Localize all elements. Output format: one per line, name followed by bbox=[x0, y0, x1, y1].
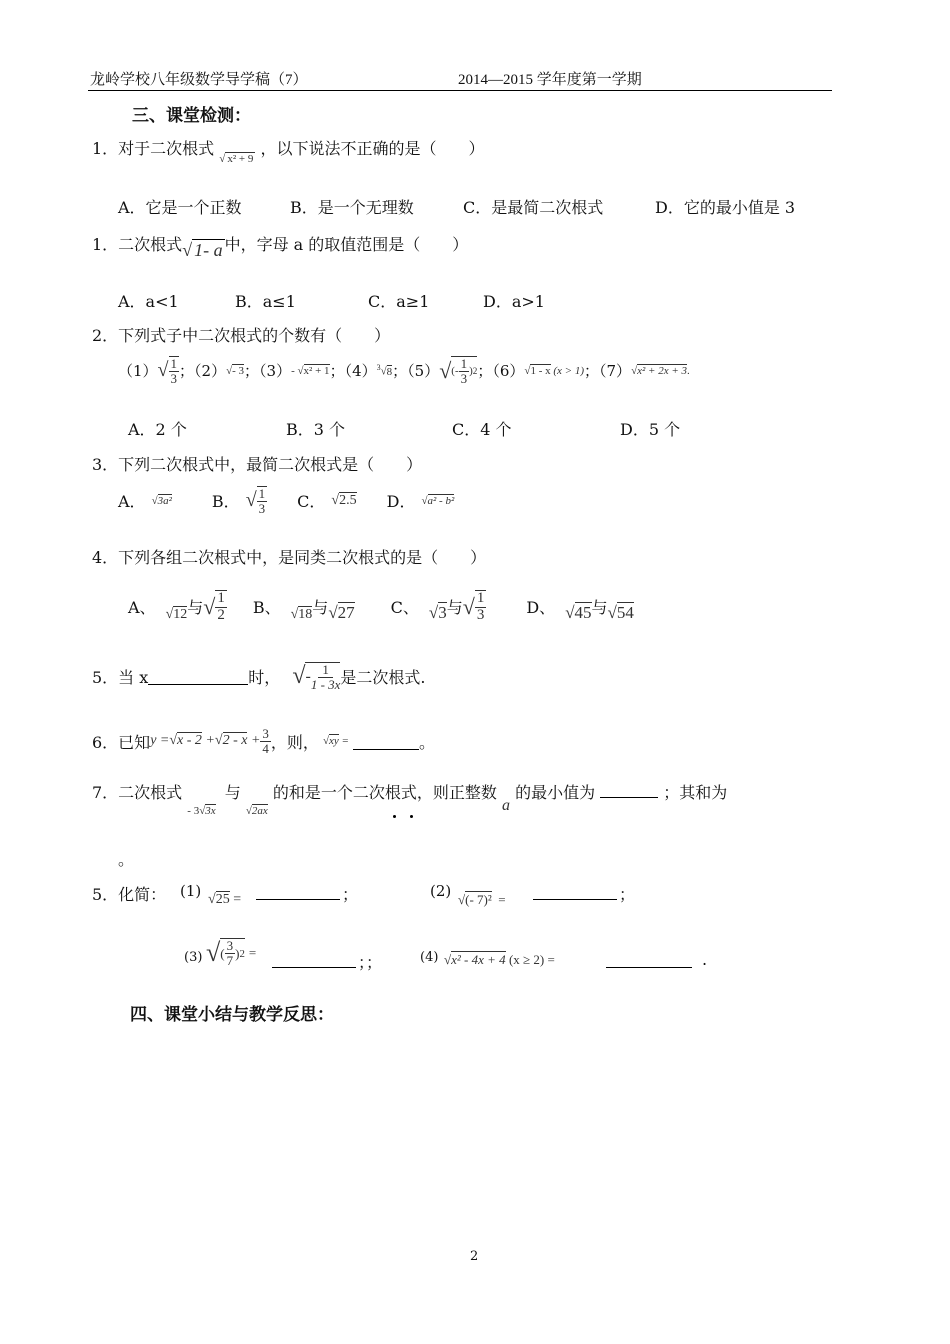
q8-part2-blank[interactable] bbox=[533, 882, 617, 900]
q4-a-frac: $\frac{1}{2}$ bbox=[217, 590, 225, 623]
q1b-prefix: 1．二次根式 bbox=[92, 235, 183, 254]
q5-mid: 时， bbox=[248, 668, 281, 688]
q4-c-1: √3 bbox=[428, 602, 447, 622]
q3-label-c: C． bbox=[297, 492, 326, 512]
q3-frac-b: $\frac{1}{3}$ bbox=[258, 486, 266, 516]
q3-label-a: A． bbox=[118, 492, 146, 512]
q7-mid: 的和是一个二次根式，则正整数 bbox=[272, 783, 497, 802]
q6-xy: √xy = bbox=[322, 735, 349, 748]
q7-mid2: 的最小值为 bbox=[515, 783, 596, 802]
q2-item-2: ；（2） bbox=[179, 362, 227, 381]
q7-line bbox=[92, 780, 728, 817]
q2-option-d: D．5 个 bbox=[620, 420, 681, 439]
q3-expr-d: √a² - b² bbox=[421, 494, 455, 507]
q8-part1-label: (1) bbox=[180, 882, 202, 900]
q5-prefix: 5．当 x bbox=[92, 668, 149, 688]
q1b-line bbox=[92, 232, 469, 260]
q7-suffix: ；其和为 bbox=[663, 783, 728, 802]
section-4-title: 四、课堂小结与教学反思： bbox=[130, 1005, 334, 1025]
q2-sqrt-5: √ bbox=[439, 357, 452, 383]
q4-b-2: √27 bbox=[328, 602, 355, 622]
q4-d-yu: 与 bbox=[591, 598, 608, 618]
q4-c-sqrt: √ bbox=[462, 593, 475, 619]
q3-expr-a: √3a² bbox=[151, 494, 172, 507]
q8-prefix: 5．化简： bbox=[92, 885, 167, 904]
q2-option-b: B．3 个 bbox=[286, 420, 346, 439]
header-rule bbox=[88, 90, 832, 91]
q6-frac: $\frac{3}{4}$ bbox=[262, 726, 269, 756]
q1a-option-c: C．是最简二次根式 bbox=[463, 198, 604, 217]
q1a-line bbox=[92, 136, 485, 165]
q2-frac-1: $\frac{1}{3}$ bbox=[170, 356, 178, 386]
q6-expr: y =√x - 2 +√2 - x + bbox=[150, 733, 261, 749]
header-left: 龙岭学校八年级数学导学稿（7） bbox=[90, 72, 308, 88]
q8-part2-semi: ； bbox=[619, 885, 636, 904]
q3-sqrt-b: √ bbox=[245, 489, 257, 512]
q4-c-frac: $\frac{1}{3}$ bbox=[476, 590, 485, 623]
q6-line bbox=[92, 727, 435, 755]
q8-part3-semi: ；； bbox=[358, 953, 383, 972]
q2-expressions bbox=[118, 356, 690, 385]
q1a-option-a: A．它是一个正数 bbox=[118, 198, 242, 217]
q7-expr-2: √2ax bbox=[245, 805, 268, 817]
q7-blank-1[interactable] bbox=[600, 783, 658, 798]
q3-question: 3．下列二次根式中，最简二次根式是（ ） bbox=[92, 455, 423, 474]
q6-suffix: 。 bbox=[418, 732, 435, 752]
q1a-expr: √ x² + 9 bbox=[219, 153, 254, 165]
q4-c-yu: 与 bbox=[446, 598, 463, 618]
q8-part4-blank[interactable] bbox=[606, 950, 692, 968]
q3-options bbox=[118, 486, 454, 515]
q2-item-1: （1） bbox=[118, 362, 158, 381]
q1b-option-b: B．a≤1 bbox=[235, 292, 296, 311]
q4-a-1: √12 bbox=[165, 606, 188, 622]
q2-question: 2．下列式子中二次根式的个数有（ ） bbox=[92, 326, 391, 345]
q2-expr-3: - √x² + 1 bbox=[291, 364, 330, 377]
q1a-option-b: B．是一个无理数 bbox=[290, 198, 414, 217]
q4-a-yu: 与 bbox=[187, 598, 204, 618]
q6-blank[interactable] bbox=[353, 733, 419, 750]
section-3-title: 三、课堂检测： bbox=[132, 106, 251, 126]
q4-b-yu: 与 bbox=[312, 598, 329, 618]
q1a-option-d: D．它的最小值是 3 bbox=[655, 198, 796, 217]
q5-suffix: 是二次根式. bbox=[340, 668, 426, 688]
q1a-suffix: ，以下说法不正确的是（ ） bbox=[260, 139, 485, 158]
q4-d-1: √45 bbox=[565, 602, 592, 622]
q1b-option-d: D．a>1 bbox=[483, 292, 545, 311]
q1b-suffix: 中，字母 a 的取值范围是（ ） bbox=[224, 235, 469, 254]
q5-sqrt: √ bbox=[292, 663, 306, 690]
q8-part2-label: (2) bbox=[430, 882, 452, 900]
q1b-expr: √ 1- a bbox=[182, 240, 223, 260]
q4-d-2: √54 bbox=[607, 602, 634, 622]
q7-tail: 。 bbox=[118, 850, 135, 869]
q7-prefix: 7．二次根式 bbox=[92, 783, 183, 802]
q7-dots bbox=[393, 803, 413, 822]
q5-expr: - $\frac{1}{1 - 3x}$ bbox=[305, 662, 341, 692]
q8-part4-label: (4) bbox=[420, 950, 439, 965]
q8-part3-blank[interactable] bbox=[272, 950, 356, 968]
q2-item-5: ；（5） bbox=[392, 362, 440, 381]
q4-options bbox=[128, 590, 634, 624]
q8-part1-blank[interactable] bbox=[256, 882, 340, 900]
q8-part1-semi: ； bbox=[342, 885, 359, 904]
q2-expr-5: (- $\frac{1}{3}$ ) 2 bbox=[451, 356, 478, 386]
q2-expr-2: √- 3 bbox=[226, 364, 245, 377]
q2-item-6: ；（6） bbox=[477, 362, 525, 381]
q4-label-d: D、 bbox=[526, 598, 556, 618]
q3-label-b: B． bbox=[211, 492, 240, 512]
q2-item-3: ；（3） bbox=[244, 362, 292, 381]
q2-option-c: C．4 个 bbox=[452, 420, 512, 439]
header-right: 2014—2015 学年度第一学期 bbox=[458, 72, 642, 88]
q8-part4-end: . bbox=[702, 950, 708, 969]
q8-part2-expr: √(- 7)² = bbox=[458, 892, 506, 907]
q2-expr-6: √1 - x (x > 1) bbox=[524, 364, 585, 377]
q7-yu: 与 bbox=[224, 783, 241, 802]
q8-part3-label: (3) bbox=[184, 950, 203, 965]
q2-sqrt-1: √ bbox=[157, 359, 169, 382]
q6-prefix: 6．已知 bbox=[92, 732, 151, 752]
q3-label-d: D． bbox=[386, 492, 416, 512]
q2-item-4: ；（4） bbox=[329, 362, 377, 381]
page-number: 2 bbox=[470, 1249, 479, 1264]
q5-blank[interactable] bbox=[148, 668, 248, 685]
q8-part4-expr: √x² - 4x + 4 (x ≥ 2) = bbox=[444, 952, 555, 967]
q6-mid: ，则， bbox=[270, 732, 319, 752]
q2-expr-7: √x² + 2x + 3. bbox=[631, 364, 690, 377]
q4-label-b: B、 bbox=[252, 598, 281, 618]
q1b-option-a: A．a<1 bbox=[118, 292, 179, 311]
q5-line bbox=[92, 662, 426, 691]
q7-a: a bbox=[501, 797, 510, 814]
q2-expr-4: $^3$√8 bbox=[376, 363, 393, 378]
q1b-option-c: C．a≥1 bbox=[368, 292, 430, 311]
q7-expr-1: - 3√3x bbox=[187, 805, 216, 817]
q4-question: 4．下列各组二次根式中，是同类二次根式的是（ ） bbox=[92, 548, 487, 567]
q4-label-a: A、 bbox=[128, 598, 156, 618]
q3-expr-c: √2.5 bbox=[331, 492, 357, 508]
q8-part3-expr: √ ( $\frac{3}{7}$ ) 2 = bbox=[206, 938, 257, 968]
q4-a-sqrt: √ bbox=[203, 593, 216, 619]
q4-b-1: √18 bbox=[290, 606, 313, 622]
q1a-prefix: 1．对于二次根式 bbox=[92, 139, 215, 158]
q2-option-a: A．2 个 bbox=[128, 420, 187, 439]
q2-item-7: ；（7） bbox=[584, 362, 632, 381]
q8-part1-expr: √25 = bbox=[208, 892, 242, 907]
q4-label-c: C、 bbox=[390, 598, 419, 618]
